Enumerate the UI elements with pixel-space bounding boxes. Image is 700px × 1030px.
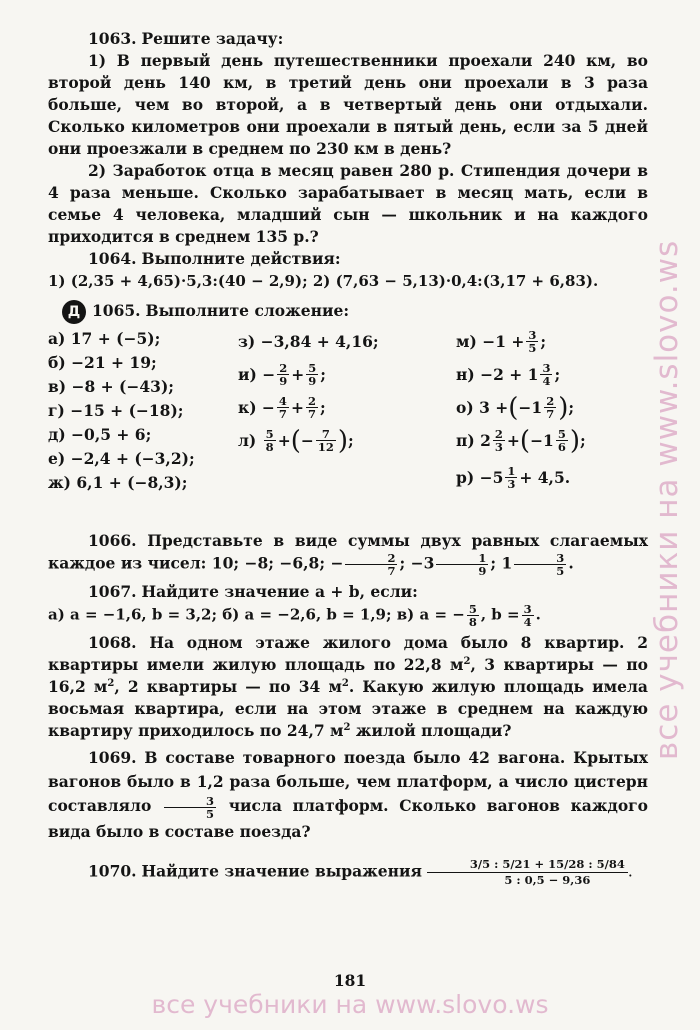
problem-1068: 1068. На одном этаже жилого дома было 8 квартир. 2 квартиры имели жилую площадь по 22,8 $м^2$, 3 квартиры — по 16,2 $м^2$, 2 квартиры — по 34 $м^2$. Какую жилую площадь имела восьмая квартира, если на этом этаже в среднем на каждую квартиру приходилось по 24,7 $м^2$ жилой площади? xyxy=(48,633,649,740)
problem-1067-header xyxy=(48,581,648,603)
addition-item: ж) 6,1 + (−8,3); xyxy=(48,473,188,492)
problem-number: 1066. xyxy=(88,531,137,550)
problem-1064-header xyxy=(48,248,648,270)
item-r: р) −5 $\frac{1}{3}$ + 4,5. xyxy=(456,464,571,491)
addition-item: е) −2,4 + (−3,2); xyxy=(48,449,195,468)
problem-number: 1068. xyxy=(88,633,137,652)
item-i: и) − $\frac{2}{9}$ + $\frac{5}{9}$ ; xyxy=(238,361,326,388)
problem-number: 1069. xyxy=(88,748,137,767)
watermark-side: все учебники на www.slovo.ws xyxy=(649,239,685,761)
item-z: з) −3,84 + 4,16; xyxy=(238,331,379,351)
problem-1069: 1069. В составе товарного поезда было 42 вагона. Крытых вагонов было в 1,2 раза больше, чем платформ, а число цистерн составляло $\frac{3}{5}$ числа платформ. Сколько вагонов каждого вида было в составе поезда? xyxy=(48,748,648,841)
problem-1070: 1070. Найдите значение выражения $\frac{3/5 : 5/21 + 15/28 : 5/84}{5 : 0,5 - 9,36}$ . xyxy=(88,856,633,887)
problem-title: Выполните действия: xyxy=(141,249,341,268)
problem-1063-header xyxy=(48,28,648,50)
column-right xyxy=(456,326,586,495)
homework-badge: Д xyxy=(62,300,86,324)
problem-1065-header xyxy=(48,300,648,324)
addition-item: в) −8 + (−43); xyxy=(48,377,174,396)
item-k: к) − $\frac{4}{7}$ + $\frac{2}{7}$ ; xyxy=(238,394,326,421)
watermark-bottom: все учебники на www.slovo.ws xyxy=(151,990,549,1019)
addition-item: б) −21 + 19; xyxy=(48,353,157,372)
problem-1064-expression: 1) (2,35 + 4,65)·5,3:(40 − 2,9); 2) (7,63 − 5,13)·0,4:(3,17 + 6,83). xyxy=(48,272,599,290)
problem-1065-columns xyxy=(48,328,648,518)
problem-title: Найдите значение выражения xyxy=(141,861,422,880)
problem-1063-part1: 1) В первый день путешественники проехали 240 км, во второй день 140 км, в третий день они проехали в 3 раза больше, чем во второй, а в четвертый день они отдыхали. Сколько километров они проехали в пятый день, если за 5 дней они проезжали в среднем по 230 км в день? xyxy=(48,51,648,158)
item-p: п) 2 $\frac{2}{3}$ + ( −1 $\frac{5}{6}$ ) ; xyxy=(456,425,586,456)
problem-number: 1064. xyxy=(88,249,137,268)
problem-number: 1063. xyxy=(88,29,137,48)
addition-item: а) 17 + (−5); xyxy=(48,329,161,348)
problem-1063-part2: 2) Заработок отца в месяц равен 280 р. Стипендия дочери в 4 раза меньше. Сколько зарабатывает в месяц мать, если в семье 4 человека, младший сын — школьник и на каждого приходится в среднем 135 р.? xyxy=(48,161,648,246)
problem-title: Решите задачу: xyxy=(141,29,284,48)
complex-fraction: $\frac{3/5 : 5/21 + 15/28 : 5/84}{5 : 0,5 - 9,36}$ xyxy=(427,858,628,887)
column-left xyxy=(48,328,195,496)
column-middle xyxy=(238,326,379,458)
textbook-page xyxy=(48,28,648,887)
item-o: о) 3 + ( −1 $\frac{2}{7}$ ) ; xyxy=(456,392,575,423)
problem-number: 1067. xyxy=(88,582,137,601)
addition-item: д) −0,5 + 6; xyxy=(48,425,152,444)
problem-1067-values: а) a = −1,6, b = 3,2; б) a = −2,6, b = 1,9; в) a = − $\frac{5}{8}$ , b = $\frac{3}{4}$ . xyxy=(48,602,541,629)
problem-title: Найдите значение a + b, если: xyxy=(141,582,418,601)
page-number: 181 xyxy=(333,971,367,990)
problem-number: 1070. xyxy=(88,861,137,880)
problem-title: Выполните сложение: xyxy=(145,301,350,320)
problem-1066: 1066. Представьте в виде суммы двух равных слагаемых каждое из чисел: 10; −8; −6,8; − $\frac{2}{7}$ ; −3 $\frac{1}{9}$ ; 1 $\frac{3}{5}$ . xyxy=(48,531,648,578)
item-m: м) −1 + $\frac{3}{5}$ ; xyxy=(456,328,547,355)
problem-number: 1065. xyxy=(92,301,141,320)
item-n: н) −2 + 1 $\frac{3}{4}$ ; xyxy=(456,361,561,388)
item-l: л) $\frac{5}{8}$ + ( − $\frac{7}{12}$ ) ; xyxy=(238,425,354,456)
addition-item: г) −15 + (−18); xyxy=(48,401,184,420)
